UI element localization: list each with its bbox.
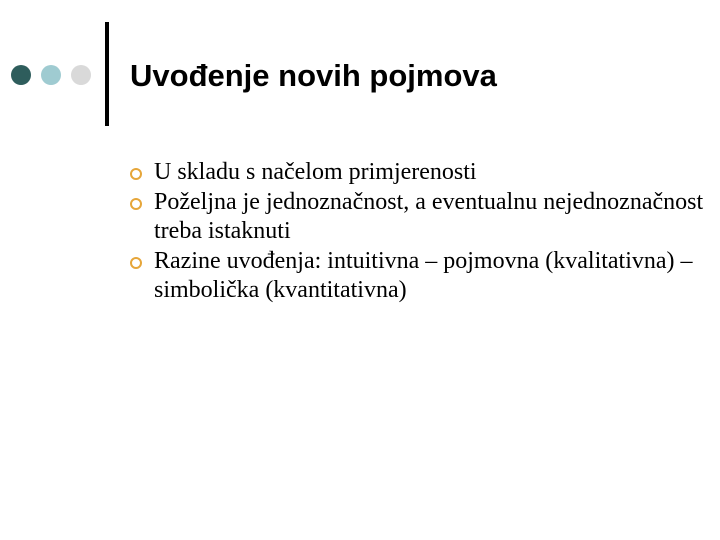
bullet-text: Poželjna je jednoznačnost, a eventualnu nejednoznačnost treba istaknuti xyxy=(154,188,704,244)
bullet-item xyxy=(130,158,715,188)
bullet-item xyxy=(130,188,715,247)
decor-dot-light-blue xyxy=(41,65,61,85)
slide-title: Uvođenje novih pojmova xyxy=(130,58,497,93)
bullet-item xyxy=(130,247,715,306)
bullet-text: U skladu s načelom primjerenosti xyxy=(154,159,477,185)
bullet-list xyxy=(130,158,715,306)
bullet-text: Razine uvođenja: intuitivna – pojmovna (kvalitativna) – simbolička (kvantitativna) xyxy=(154,247,693,303)
circle-outline-icon xyxy=(130,168,142,180)
circle-outline-icon xyxy=(130,257,142,269)
decor-dot-dark xyxy=(11,65,31,85)
title-divider xyxy=(105,22,109,126)
circle-outline-icon xyxy=(130,198,142,210)
decor-dot-gray xyxy=(71,65,91,85)
